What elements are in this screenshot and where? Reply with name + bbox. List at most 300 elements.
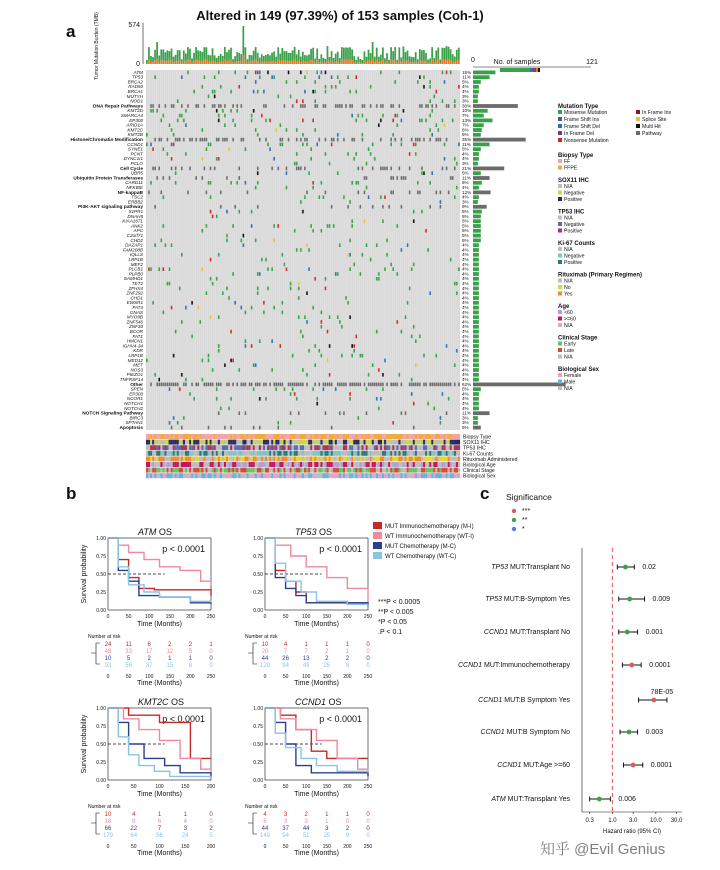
km-legend-label: WT Immunochemotherapy (WT-I) [385, 534, 474, 540]
risk-xtick: 150 [322, 844, 331, 850]
legend-item: N/A [564, 354, 573, 361]
row-percent: 4% [462, 290, 469, 296]
risk-xtick: 100 [302, 674, 311, 680]
km-ytick: 1.00 [253, 536, 263, 542]
risk-value: 9 [345, 833, 350, 839]
row-percent: 4% [462, 247, 469, 253]
legend-item: No [564, 285, 571, 291]
row-percent: 7% [462, 122, 469, 128]
legend-item: Late [564, 348, 575, 354]
row-percent: 5% [462, 132, 469, 138]
risk-value: 1 [345, 812, 350, 818]
forest-xtick: 3.0 [628, 818, 638, 824]
km-xtick: 150 [322, 784, 331, 790]
legend-item: In Frame Del [564, 131, 594, 137]
legend-group-title: Biopsy Type [558, 153, 594, 159]
gene-label: ZNF546 [126, 319, 143, 325]
row-percent: 4% [462, 300, 469, 306]
legend-item: Splice Site [642, 117, 667, 123]
km-xtick: 50 [282, 614, 289, 620]
risk-value: 1 [304, 642, 308, 648]
km-xtick: 0 [263, 614, 267, 620]
row-percent: 13% [462, 117, 472, 123]
gene-label: PIEZO1 [126, 372, 143, 378]
km-ytick: 0.25 [96, 590, 106, 596]
row-percent: 5% [462, 218, 469, 224]
row-percent: 4% [462, 357, 469, 363]
km-ytick: 0.75 [96, 554, 106, 560]
risk-value: 44 [261, 656, 269, 662]
gene-label: MYO9B [126, 314, 143, 320]
gene-label: KMT2C [127, 127, 143, 133]
risk-value: 15 [166, 663, 174, 669]
pathway-label: Cell Cycle [120, 166, 143, 172]
row-percent: 4% [462, 309, 469, 315]
risk-value: 4 [132, 812, 136, 818]
forest-row-label: TP53 MUT:B-Symptom Yes [485, 596, 570, 603]
km-xtick: 100 [302, 784, 311, 790]
km-legend-label: MUT Immunochemotherapy (M-I) [385, 524, 474, 530]
risk-value: 44 [261, 826, 269, 832]
risk-value: 4 [263, 812, 267, 818]
legend-item: Frame Shift Ins [564, 117, 600, 123]
km-ytick: 0.50 [253, 572, 263, 578]
gene-label: KDR [133, 348, 143, 354]
forest-point [623, 565, 628, 570]
risk-value: 1 [168, 656, 172, 662]
gene-label: MEF2 [130, 261, 143, 267]
samples-axis-label: No. of samples [493, 59, 541, 66]
risk-xlabel: Time (Months) [294, 850, 339, 857]
forest-point [651, 698, 656, 703]
gene-label: SMARCA4 [120, 113, 143, 118]
legend-group-title: Ki-67 Counts [558, 241, 596, 247]
km-ytick: 0.75 [96, 724, 106, 730]
km-ytick: 0.25 [253, 590, 263, 596]
row-percent: 5% [462, 146, 469, 152]
gene-label: FAT1 [132, 333, 143, 339]
forest-pvalue: 0.02 [642, 564, 656, 571]
risk-value: 4 [283, 642, 288, 648]
risk-value: 7 [304, 649, 308, 655]
risk-xtick: 0 [263, 674, 267, 680]
forest-row-label: CCND1 MUT:B Symptom Yes [478, 697, 570, 704]
risk-value: 5 [126, 656, 131, 662]
gene-label: APC [133, 228, 143, 234]
risk-value: 10 [104, 812, 112, 818]
row-percent: 4% [462, 396, 469, 402]
row-percent: 3% [462, 98, 469, 104]
gene-label: ZNF292 [126, 290, 143, 296]
km-xtick: 50 [125, 614, 132, 620]
row-percent: 3% [462, 161, 469, 166]
gene-label: NFKBIE [126, 185, 143, 190]
km-xtick: 50 [282, 784, 289, 790]
row-percent: 4% [462, 353, 469, 358]
gene-label: ARID1A [126, 122, 143, 128]
annotation-track-label: SOX11 IHC [463, 440, 490, 447]
km-sig-legend: **P < 0.005 [378, 609, 414, 616]
pathway-label: NOTCH Signaling Pathway [82, 411, 143, 417]
km-ytick: 0.25 [96, 760, 106, 766]
row-percent: 4% [462, 89, 469, 94]
risk-value: 24 [104, 642, 112, 648]
gene-label: KMT2D [127, 108, 143, 114]
km-title: ATM OS [138, 527, 172, 537]
gene-label: ANK2 [130, 223, 143, 229]
forest-pvalue: 0.0001 [649, 662, 671, 669]
risk-value: 1 [157, 812, 162, 818]
km-xtick: 100 [145, 614, 154, 620]
gene-label: MET [133, 362, 143, 368]
watermark: 知乎 @Evil Genius [540, 841, 666, 858]
km-xtick: 150 [165, 614, 174, 620]
forest-point [626, 730, 631, 735]
row-percent: 4% [462, 242, 469, 248]
panel-letter-b: b [66, 484, 77, 503]
km-ytick: 0.00 [96, 778, 106, 784]
gene-label: CARD11 [125, 180, 143, 186]
gene-label: NCOR1 [126, 396, 143, 402]
gene-label: EP300 [129, 391, 143, 397]
risk-value: 94 [282, 663, 289, 669]
risk-value: 0 [366, 833, 370, 839]
gene-label: EP300 [129, 117, 143, 123]
risk-xtick: 50 [282, 674, 289, 680]
annotation-track-label: Ki-67 Counts [463, 451, 493, 458]
risk-xtick: 200 [343, 674, 352, 680]
forest-pvalue: 0.006 [618, 796, 636, 803]
risk-value: 0 [366, 663, 370, 669]
row-percent: 35% [462, 137, 472, 142]
gene-label: S1PR1 [128, 209, 143, 214]
legend-item: FFPE [564, 165, 578, 172]
risk-value: 56 [125, 663, 132, 669]
risk-xtick: 150 [181, 844, 190, 850]
risk-xlabel: Time (Months) [137, 850, 182, 857]
row-percent: 10% [462, 108, 472, 114]
row-percent: 3% [462, 415, 469, 421]
row-percent: 5% [462, 79, 469, 85]
risk-value: 0 [366, 812, 370, 818]
km-ytick: 0.50 [96, 572, 106, 578]
row-percent: 11% [462, 74, 471, 80]
risk-value: 17 [145, 649, 153, 655]
forest-row-label: CCND1 MUT:Age >=60 [497, 762, 570, 769]
gene-label: ZFHX4 [128, 285, 143, 291]
risk-value: 0 [209, 812, 213, 818]
risk-value: 94 [282, 833, 289, 839]
row-percent: 30% [462, 103, 472, 109]
forest-pvalue: 0.0001 [650, 762, 673, 769]
gene-label: SPEN [130, 386, 143, 392]
km-xlabel: Time (Months) [137, 621, 182, 628]
gene-label: TET2 [131, 281, 143, 286]
legend-group-title: TP53 IHC [558, 209, 585, 216]
gene-label: NOTCH2 [124, 405, 143, 411]
row-percent: 4% [462, 329, 469, 334]
row-percent: 11% [462, 410, 471, 416]
risk-table-title: Number at risk [88, 634, 121, 640]
gene-label: DAZAP1 [125, 242, 143, 248]
row-percent: 6% [462, 209, 469, 214]
legend-item: Female [564, 373, 582, 379]
gene-label: PLPB0 [128, 271, 143, 277]
significance-title: Significance [506, 492, 552, 502]
legend-item: N/A [564, 278, 573, 285]
km-xlabel: Time (Months) [294, 621, 339, 628]
forest-point [629, 663, 634, 668]
risk-xtick: 0 [106, 674, 110, 680]
row-percent: 4% [462, 348, 469, 354]
km-ylabel: Survival probability [81, 714, 88, 774]
gene-label: DYNC1I1 [123, 156, 143, 162]
forest-xtick: 1.0 [608, 818, 617, 824]
row-percent: 4% [462, 377, 469, 382]
forest-pvalue: 0.009 [652, 596, 671, 603]
km-xtick: 200 [186, 614, 195, 620]
legend-item: Missense Mutation [564, 110, 608, 116]
risk-value: 4 [183, 819, 187, 825]
risk-value: 2 [345, 656, 350, 662]
row-percent: 4% [462, 261, 469, 267]
legend-item: Multi Hit [642, 124, 661, 130]
row-percent: 21% [462, 165, 472, 171]
row-percent: 4% [462, 333, 469, 339]
legend-item: Positive [564, 197, 583, 203]
row-percent: 7% [462, 113, 469, 118]
forest-point [625, 630, 630, 635]
gene-label: KIAA1671 [122, 218, 143, 224]
panel-letter-a: a [66, 22, 76, 41]
figure-title: Altered in 149 (97.39%) of 153 samples (Coh-1) [196, 8, 484, 23]
risk-value: 8 [188, 663, 193, 669]
row-percent: 3% [462, 199, 469, 205]
gene-label: EWSR1 [126, 300, 143, 306]
row-percent: 4% [462, 314, 469, 320]
risk-xtick: 50 [125, 674, 132, 680]
km-sig-legend: *P < 0.05 [378, 619, 407, 626]
row-percent: 4% [462, 324, 469, 330]
annotation-track-label: Biological Age [463, 462, 496, 469]
row-percent: 4% [462, 405, 469, 411]
risk-xtick: 250 [363, 674, 373, 680]
gene-label: SPTAN1 [125, 420, 143, 426]
row-percent: 3% [462, 420, 469, 426]
row-percent: 4% [462, 401, 469, 406]
risk-value: 56 [156, 833, 163, 839]
gene-label: ERBB2 [127, 199, 143, 205]
risk-value: 3 [283, 819, 288, 825]
risk-value: 8 [345, 663, 350, 669]
risk-value: 48 [104, 649, 112, 655]
pathway-label: Other [130, 382, 143, 388]
risk-value: 6 [263, 819, 267, 825]
km-pvalue: p < 0.0001 [319, 544, 362, 554]
risk-value: 129 [259, 663, 271, 669]
forest-point [627, 597, 632, 602]
risk-xtick: 100 [302, 844, 311, 850]
row-percent: 9% [462, 204, 469, 210]
gene-label: CHD1 [130, 295, 143, 301]
risk-xtick: 50 [282, 844, 289, 850]
pathway-label: Apoptosis [119, 426, 143, 431]
risk-value: 2 [304, 812, 308, 818]
risk-xtick: 250 [206, 674, 216, 680]
risk-value: 10 [261, 642, 269, 648]
risk-xtick: 100 [145, 674, 154, 680]
gene-label: IQLLS [129, 252, 143, 258]
risk-value: 25 [323, 833, 331, 839]
legend-item: Negative [564, 222, 585, 228]
gene-label: PCLO [130, 161, 143, 166]
row-percent: 6% [462, 180, 469, 186]
km-ytick: 0.50 [253, 742, 263, 748]
legend-item: Frame Shift Del [564, 124, 601, 130]
legend-group-title: SOX11 IHC [558, 178, 590, 184]
gene-label: BCOR [129, 329, 143, 334]
km-xtick: 50 [130, 784, 137, 790]
km-ytick: 0.00 [253, 778, 263, 784]
forest-xtick: 0.3 [585, 818, 594, 824]
risk-value: 3 [325, 826, 329, 832]
legend-group-title: Biological Sex [558, 367, 600, 373]
km-xlabel: Time (Months) [137, 791, 182, 798]
forest-point [631, 763, 636, 768]
risk-xtick: 200 [186, 674, 195, 680]
gene-label: LRP1B [128, 257, 143, 262]
forest-point [597, 797, 602, 802]
forest-xlabel: Hazard ratio (95% CI) [602, 829, 662, 835]
risk-value: 51 [302, 833, 310, 839]
panel-letter-c: c [480, 484, 490, 503]
annotation-track-label: Rituximab Administered [463, 456, 518, 463]
row-percent: 5% [462, 233, 469, 238]
km-pvalue: p < 0.0001 [162, 544, 205, 554]
row-percent: 4% [462, 285, 469, 291]
gene-label: ATM [133, 69, 143, 75]
legend-item: Negative [564, 190, 585, 197]
risk-value: 1 [325, 819, 329, 825]
km-ytick: 0.75 [253, 724, 263, 730]
risk-value: 2 [168, 642, 172, 648]
row-percent: 62% [462, 381, 472, 387]
risk-value: 2 [147, 656, 151, 662]
km-xtick: 100 [302, 614, 311, 620]
risk-value: 0 [209, 663, 213, 669]
legend-item: FF [564, 159, 571, 165]
legend-item: <60 [564, 310, 573, 316]
risk-value: 5 [188, 649, 193, 655]
row-percent: 4% [462, 319, 469, 325]
risk-value: 12 [166, 649, 174, 655]
risk-value: 25 [323, 663, 331, 669]
gene-label: NOD1 [130, 98, 143, 104]
legend-item: Pathway [642, 131, 662, 137]
legend-item: Positive [564, 228, 583, 235]
row-percent: 5% [462, 170, 469, 176]
risk-value: 18 [104, 819, 112, 825]
gene-label: C2orf71 [126, 233, 143, 238]
row-percent: 4% [462, 343, 469, 349]
row-percent: 4% [462, 271, 469, 277]
row-percent: 4% [462, 305, 469, 310]
legend-group-title: Clinical Stage [558, 335, 598, 342]
risk-value: 20 [261, 649, 269, 655]
risk-value: 2 [345, 826, 350, 832]
legend-group-title: Mutation Type [558, 104, 599, 110]
risk-value: 3 [183, 826, 187, 832]
risk-value: 1 [325, 812, 329, 818]
risk-value: 1 [188, 656, 193, 662]
risk-value: 149 [259, 833, 271, 839]
km-xtick: 100 [155, 784, 164, 790]
km-xtick: 150 [181, 784, 190, 790]
row-percent: 12% [462, 189, 472, 195]
significance-label: * [522, 526, 525, 533]
km-ytick: 1.00 [96, 536, 106, 542]
risk-value: 1 [345, 642, 350, 648]
km-ytick: 1.00 [253, 706, 263, 712]
row-percent: 4% [462, 281, 469, 286]
legend-item: Negative [564, 253, 585, 260]
legend-item: Yes [564, 291, 573, 298]
legend-item: N/A [564, 386, 573, 392]
row-percent: 5% [462, 213, 469, 219]
legend-item: Nonsense Mutation [564, 138, 609, 144]
row-percent: 4% [462, 156, 469, 162]
risk-value: 3 [304, 819, 308, 825]
row-percent: 5% [462, 223, 469, 229]
km-ytick: 0.75 [253, 554, 263, 560]
row-percent: 4% [462, 276, 469, 282]
km-xtick: 200 [343, 614, 352, 620]
legend-group-title: Rituximab (Primary Regimen) [558, 272, 643, 279]
risk-table-title: Number at risk [245, 804, 278, 810]
km-legend-label: MUT Chemotherapy (M-C) [385, 544, 456, 550]
risk-value: 0 [366, 826, 370, 832]
forest-pvalue: 78E-05 [650, 689, 674, 696]
annotation-track-label: Clinical Stage [463, 468, 495, 475]
row-percent: 11% [462, 141, 471, 147]
row-percent: 15% [462, 69, 472, 75]
row-percent: 5% [462, 228, 469, 234]
gene-label: PCNT [130, 151, 143, 157]
gene-label: ZNF30 [128, 324, 143, 330]
gene-label: LRP1B [128, 353, 143, 358]
tmb-axis-label: Tumor Mutation Burden (TMB) [94, 12, 100, 80]
risk-value: 2 [188, 642, 193, 648]
risk-value: 5 [209, 833, 213, 839]
gene-label: CCND1 [127, 141, 143, 147]
pathway-label: Ubiquitin Protein Transferases [73, 176, 143, 182]
risk-value: 8 [132, 819, 136, 825]
gene-label: FAT4 [132, 305, 143, 310]
forest-xtick: 10.0 [649, 818, 662, 824]
significance-dot [512, 518, 516, 522]
row-percent: 6% [462, 127, 469, 133]
km-ytick: 0.25 [253, 760, 263, 766]
annotation-track-label: TP53 IHC [463, 445, 486, 452]
legend-item: >=60 [564, 316, 576, 323]
samples-axis-right: 121 [586, 59, 598, 66]
risk-value: 1 [183, 812, 187, 818]
gene-label: GNAS [129, 309, 143, 315]
annotation-track-label: Biological Sex [463, 473, 496, 480]
risk-value: 37 [282, 826, 289, 832]
gene-label: HMCN1 [126, 338, 143, 344]
gene-label: MED12 [127, 357, 143, 363]
